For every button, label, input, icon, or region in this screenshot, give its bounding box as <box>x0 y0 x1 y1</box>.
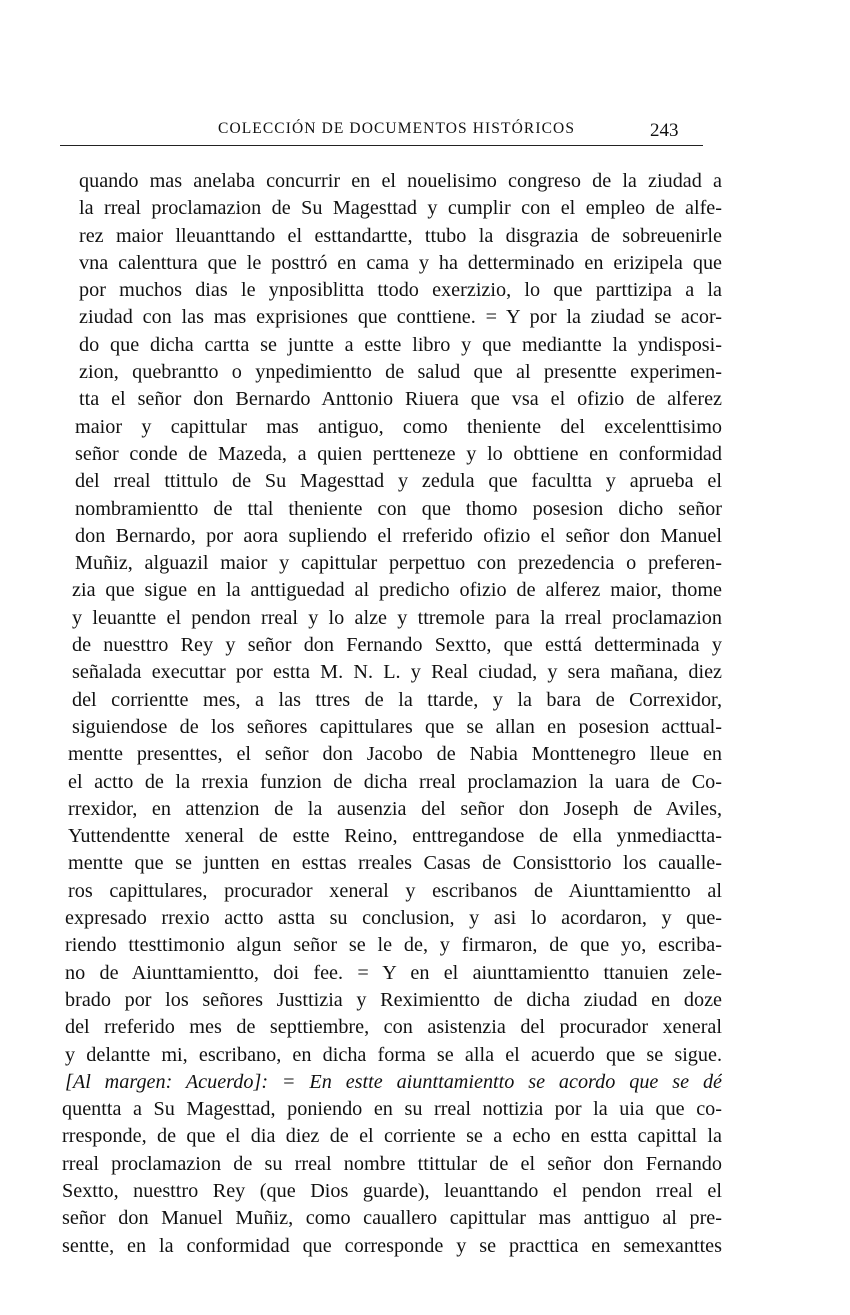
text-line: do que dicha cartta se juntte a estte libro y que mediantte la yndisposi- <box>79 333 722 356</box>
text-line: brado por los señores Justtizia y Reximientto de dicha ziudad en doze <box>65 988 722 1011</box>
text-line: vna calenttura que le posttró en cama y ha detterminado en erizipela que <box>79 251 722 274</box>
text-line: rresponde, de que el dia diez de el corriente se a echo en estta capittal la <box>62 1125 722 1148</box>
text-line: zia que sigue en la anttiguedad al predicho ofizio de alferez maior, thome <box>72 579 722 602</box>
text-line: y leuantte el pendon rreal y lo alze y ttremole para la rreal proclamazion <box>72 606 722 629</box>
text-line: quando mas anelaba concurrir en el nouelisimo congreso de la ziudad a <box>79 170 722 192</box>
text-line: del rreferido mes de septtiembre, con asistenzia del procurador xeneral <box>65 1016 722 1039</box>
running-title: COLECCIÓN DE DOCUMENTOS HISTÓRICOS <box>218 120 576 137</box>
text-line: rrexidor, en attenzion de la ausenzia del señor don Joseph de Aviles, <box>68 797 722 820</box>
text-line: rreal proclamazion de su rreal nombre ttittular de el señor don Fernando <box>62 1152 722 1175</box>
text-line: rez maior lleuanttando el esttandartte, ttubo la disgrazia de sobreuenirle <box>79 224 722 247</box>
text-line: don Bernardo, por aora supliendo el rreferido ofizio el señor don Manuel <box>75 524 722 547</box>
text-line: tta el señor don Bernardo Anttonio Riuera que vsa el ofizio de alferez <box>79 388 722 411</box>
text-line: sentte, en la conformidad que corresponde y se practtica en semexanttes <box>62 1234 722 1257</box>
text-line: y delantte mi, escribano, en dicha forma se alla el acuerdo que se sigue. <box>65 1043 722 1066</box>
text-line: señor conde de Mazeda, a quien pertteneze y lo obttiene en conformidad <box>75 442 722 465</box>
text-line: expresado rrexio actto astta su conclusion, y asi lo acordaron, y que- <box>65 907 722 930</box>
text-line: del corrientte mes, a las ttres de la ttarde, y la bara de Correxidor, <box>72 688 722 711</box>
text-line: nombramientto de ttal theniente con que thomo posesion dicho señor <box>75 497 722 520</box>
text-line-margin-note: [Al margen: Acuerdo]: = En estte aiunttamientto se acordo que se dé <box>65 1070 722 1093</box>
text-line: siguiendose de los señores capittulares que se allan en posesion acttual- <box>72 715 722 738</box>
text-line: ros capittulares, procurador xeneral y escribanos de Aiunttamientto al <box>68 879 722 902</box>
text-line: quentta a Su Magesttad, poniendo en su rreal nottizia por la uia que co- <box>62 1098 722 1121</box>
text-line: de nuesttro Rey y señor don Fernando Sextto, que esttá detterminada y <box>72 634 722 657</box>
text-line: Muñiz, alguazil maior y capittular perpettuo con prezedencia o preferen- <box>75 552 722 575</box>
text-line: el actto de la rrexia funzion de dicha rreal proclamazion la uara de Co- <box>68 770 722 793</box>
text-line: mentte presenttes, el señor don Jacobo de Nabia Monttenegro lleue en <box>68 743 722 766</box>
page-number: 243 <box>650 120 679 141</box>
text-line: Sextto, nuesttro Rey (que Dios guarde), leuanttando el pendon rreal el <box>62 1179 722 1202</box>
header-rule <box>60 145 703 146</box>
running-head <box>130 118 730 146</box>
text-line: mentte que se juntten en esttas rreales Casas de Consisttorio los caualle- <box>68 852 722 875</box>
text-line: ziudad con las mas exprisiones que conttiene. = Y por la ziudad se acor- <box>79 306 722 329</box>
text-line: señor don Manuel Muñiz, como cauallero capittular mas anttiguo al pre- <box>62 1207 722 1230</box>
text-line: del rreal ttittulo de Su Magesttad y zedula que facultta y aprueba el <box>75 470 722 493</box>
text-line: riendo ttesttimonio algun señor se le de, y firmaron, de que yo, escriba- <box>65 934 722 957</box>
text-line: señalada executtar por estta M. N. L. y Real ciudad, y sera mañana, diez <box>72 661 722 684</box>
text-line: por muchos dias le ynposiblitta ttodo exerzizio, lo que parttizipa a la <box>79 279 722 302</box>
text-line: no de Aiunttamientto, doi fee. = Y en el aiunttamientto ttanuien zele- <box>65 961 722 984</box>
body-text <box>52 168 722 1260</box>
text-line: zion, quebrantto o ynpedimientto de salud que al presentte experimen- <box>79 361 722 384</box>
text-line: Yuttendentte xeneral de estte Reino, enttregandose de ella ynmediactta- <box>68 825 722 848</box>
text-line: maior y capittular mas antiguo, como theniente del excelenttisimo <box>75 415 722 438</box>
text-line: la rreal proclamazion de Su Magesttad y cumplir con el empleo de alfe- <box>79 197 722 220</box>
